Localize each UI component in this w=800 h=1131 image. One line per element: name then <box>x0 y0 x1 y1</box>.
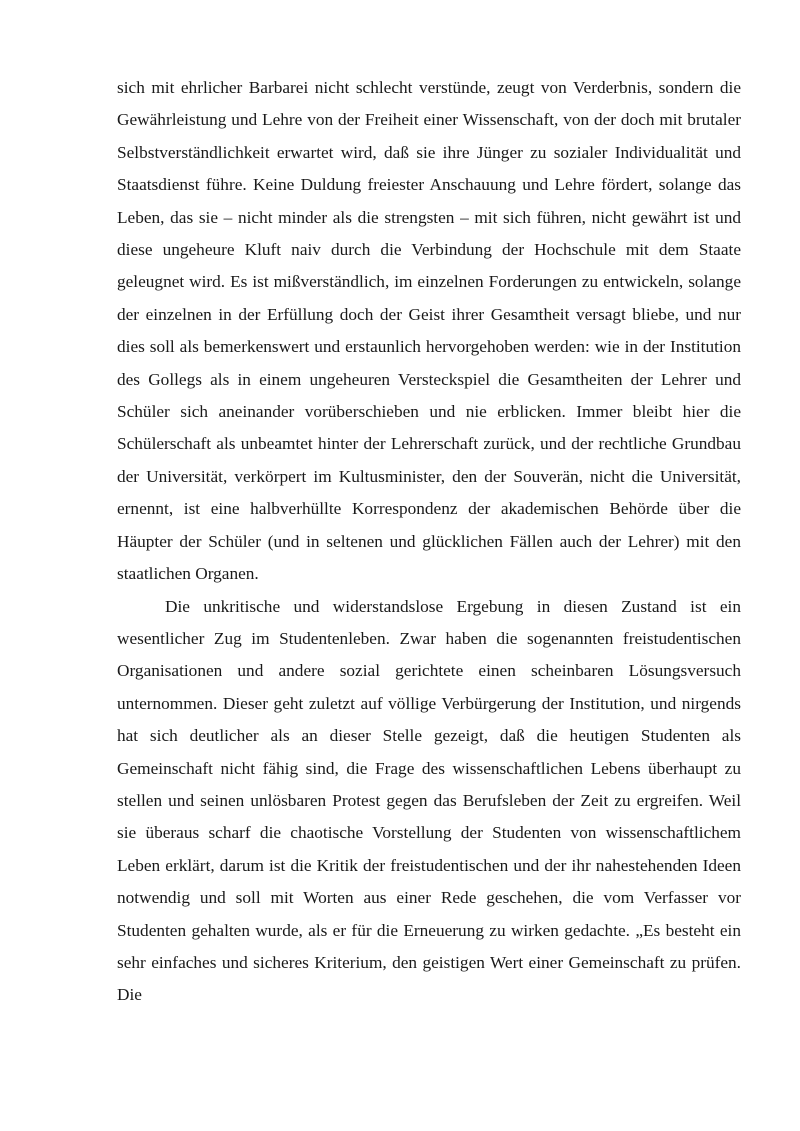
body-text <box>117 72 741 1012</box>
paragraph-continued: sich mit ehrlicher Barbarei nicht schlecht verstünde, zeugt von Verderbnis, sondern die Gewährleistung und Lehre von der Freiheit einer Wissenschaft, von der doch mit brutaler Selbstverständlichkeit erwartet wird, daß sie ihre Jünger zu sozialer Individualität und Staatsdienst führe. Keine Duldung freiester Anschauung und Lehre fördert, solange das Leben, das sie – nicht minder als die strengsten – mit sich führen, nicht gewährt ist und diese ungeheure Kluft naiv durch die Verbindung der Hochschule mit dem Staate geleugnet wird. Es ist mißverständlich, im einzelnen Forderungen zu entwickeln, solange der einzelnen in der Erfüllung doch der Geist ihrer Gesamtheit versagt bliebe, und nur dies soll als bemerkenswert und erstaunlich hervorgehoben werden: wie in der Institution des Gollegs als in einem ungeheuren Versteckspiel die Gesamtheiten der Lehrer und Schüler sich aneinander vorüberschieben und nie erblicken. Immer bleibt hier die Schülerschaft als unbeamtet hinter der Lehrerschaft zurück, und der rechtliche Grundbau der Universität, verkörpert im Kultusminister, den der Souverän, nicht die Universität, ernennt, ist eine halbverhüllte Korrespondenz der akademischen Behörde über die Häupter der Schüler (und in seltenen und glücklichen Fällen auch der Lehrer) mit den staatlichen Organen. <box>117 78 741 584</box>
paragraph-studentenleben: Die unkritische und widerstandslose Ergebung in diesen Zustand ist ein wesentlicher Zug im Studentenleben. Zwar haben die sogenannten freistudentischen Organisationen und andere sozial gerichtete einen scheinbaren Lösungsversuch unternommen. Dieser geht zuletzt auf völlige Verbürgerung der Institution, und nirgends hat sich deutlicher als an dieser Stelle gezeigt, daß die heutigen Studenten als Gemeinschaft nicht fähig sind, die Frage des wissenschaftlichen Lebens überhaupt zu stellen und seinen unlösbaren Protest gegen das Berufsleben der Zeit zu ergreifen. Weil sie überaus scharf die chaotische Vorstellung der Studenten von wissenschaftlichem Leben erklärt, darum ist die Kritik der freistudentischen und der ihr nahestehenden Ideen notwendig und soll mit Worten aus einer Rede geschehen, die vom Verfasser vor Studenten gehalten wurde, als er für die Erneuerung zu wirken gedachte. „Es besteht ein sehr einfaches und sicheres Kriterium, den geistigen Wert einer Gemeinschaft zu prüfen. Die <box>117 596 741 1005</box>
